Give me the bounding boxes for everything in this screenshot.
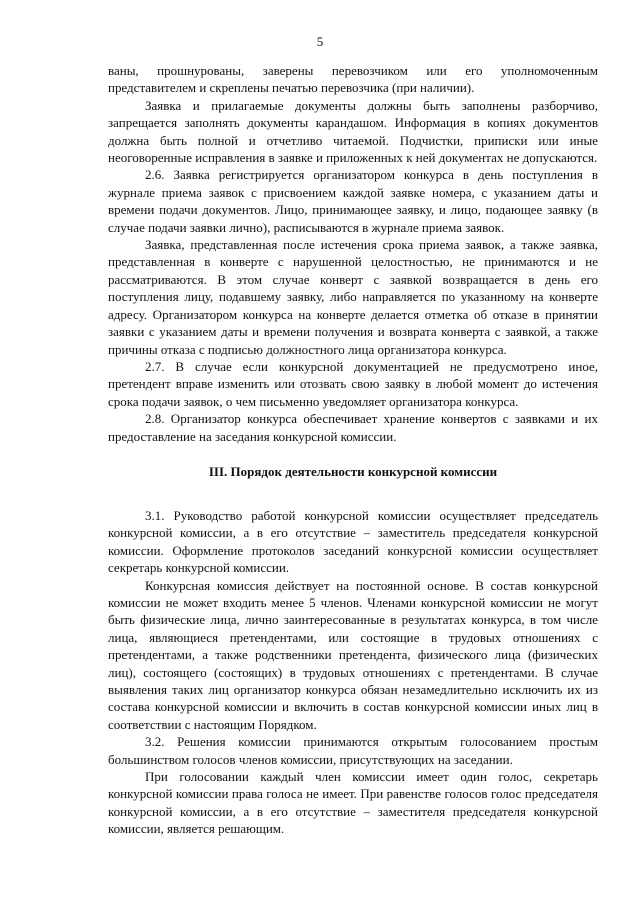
paragraph-2-6: 2.6. Заявка регистрируется организатором конкурса в день поступления в журнале приема заявок с присвоением каждой заявке номера, с указанием даты и времени подачи документов. Лицо, принимающее заявку, и лицо, подающее заявку (в случае подачи заявки лично), расписываются в журнале приема заявок. [108, 167, 598, 235]
paragraph-filling-requirements: Заявка и прилагаемые документы должны быть заполнены разборчиво, запрещается заполнять документы карандашом. Информация в копиях документов должна быть полной и отчетливо читаемой. Подчистки, приписки или иные неоговоренные исправления в заявке и приложенных к ней документах не допускаются. [108, 97, 598, 166]
document-body [108, 62, 598, 838]
paragraph-2-7: 2.7. В случае если конкурсной документацией не предусмотрено иное, претендент вправе изменить или отозвать свою заявку в любой момент до истечения срока подачи заявок, о чем письменно уведомляет организатора конкурса. [108, 358, 598, 409]
paragraph-continuation: ваны, прошнурованы, заверены перевозчиком или его уполномоченным представителем и скреплены печатью перевозчика (при наличии). [108, 63, 598, 96]
section-heading: III. Порядок деятельности конкурсной комиссии [208, 463, 498, 479]
paragraph-2-8: 2.8. Организатор конкурса обеспечивает хранение конвертов с заявками и их предоставление на заседания конкурсной комиссии. [108, 411, 598, 444]
paragraph-late-applications: Заявка, представленная после истечения срока приема заявок, а также заявка, представленная в конверте с нарушенной целостностью, не принимаются и не рассматриваются. В этом случае конверт с заявкой возвращается в день его поступления лицу, подавшему заявку, либо направляется по указанному на конверте адресу. Организатором конкурса на конверте делается отметка об отказе в принятии заявки с указанием даты и времени получения и возврата конверта с заявкой, а также причины отказа с подписью должностного лица организатора конкурса. [108, 237, 598, 357]
paragraph-commission-composition: Конкурсная комиссия действует на постоянной основе. В состав конкурсной комиссии не может входить менее 5 членов. Членами конкурсной комиссии не могут быть физические лица, лично заинтересованные в результатах конкурса, в том числе лица, являющиеся претендентами, или состоящие в трудовых отношениях с претендентами, а также родственники претендента, физического лица (физических лиц), состоящего (состоящих) в трудовых отношениях с претендентами. В случае выявления таких лиц организатор конкурса обязан незамедлительно исключить их из состава конкурсной комиссии и включить в состав конкурсной комиссии иных лиц в соответствии с настоящим Порядком. [108, 577, 598, 732]
paragraph-3-1: 3.1. Руководство работой конкурсной комиссии осуществляет председатель конкурсной комиссии, а в его отсутствие – заместитель председателя конкурсной комиссии. Оформление протоколов заседаний конкурсной комиссии осуществляет секретарь конкурсной комиссии. [108, 507, 598, 576]
paragraph-voting: При голосовании каждый член комиссии имеет один голос, секретарь конкурсной комиссии права голоса не имеет. При равенстве голосов голос председателя конкурсной комиссии, а в его отсутствие – заместителя председателя конкурсной комиссии, является решающим. [108, 769, 598, 837]
page-number: 5 [316, 34, 324, 49]
paragraph-3-2: 3.2. Решения комиссии принимаются открытым голосованием простым большинством голосов членов комиссии, присутствующих на заседании. [108, 734, 598, 767]
